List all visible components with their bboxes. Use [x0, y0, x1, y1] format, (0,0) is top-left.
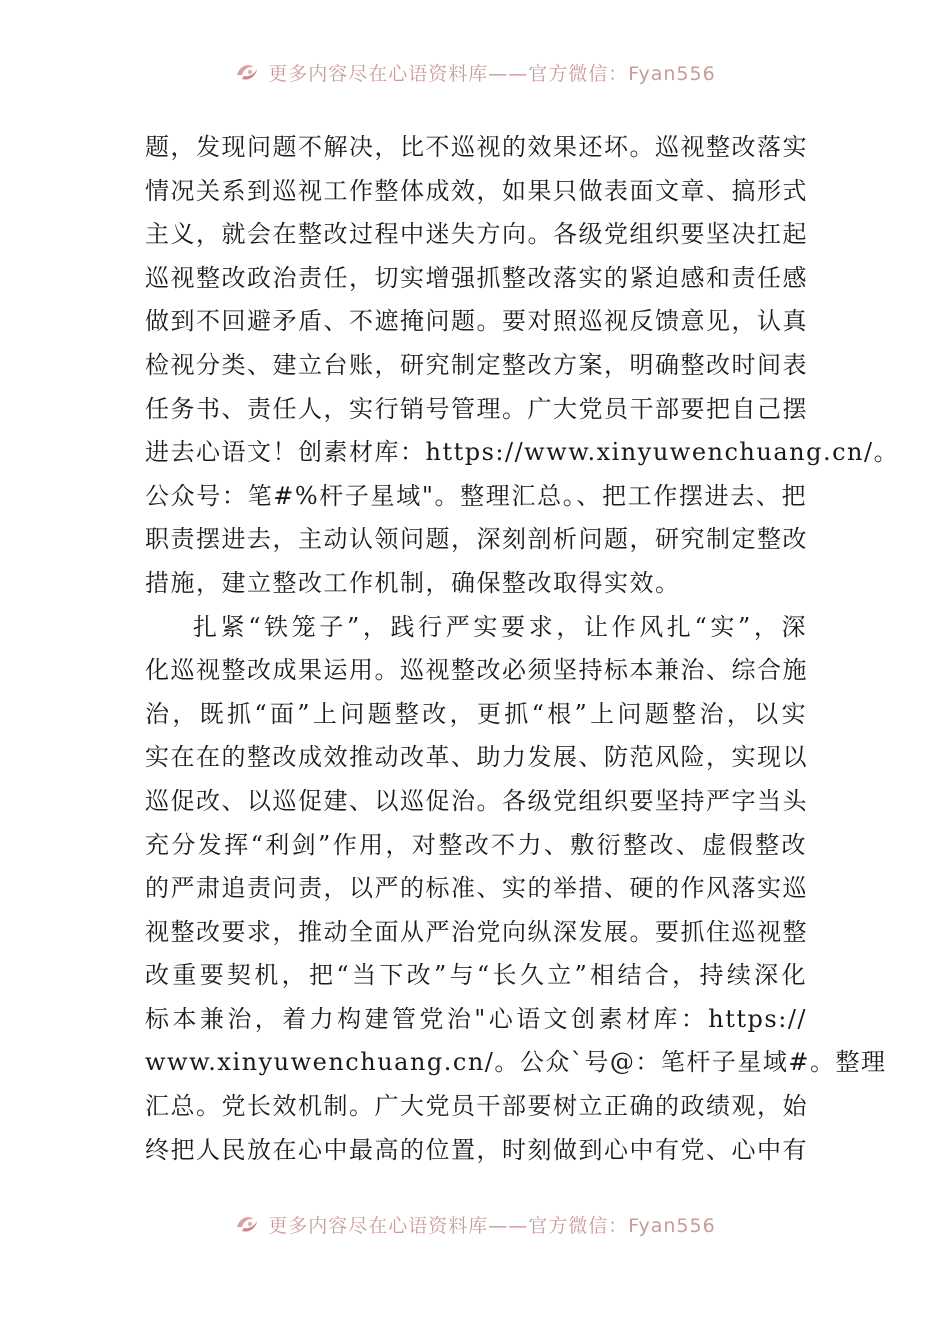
text-line: 公众号：笔#%杆子星域"。整理汇总。、把工作摆进去、把 [145, 481, 807, 510]
paragraph [145, 126, 900, 606]
text-line: 终把人民放在心中最高的位置，时刻做到心中有党、心中有 [145, 1135, 808, 1164]
text-line: 检视分类、建立台账，研究制定整改方案，明确整改时间表 [145, 350, 808, 379]
text-line: 的严肃追责问责，以严的标准、实的举措、硬的作风落实巡 [145, 874, 808, 903]
paragraph [145, 606, 887, 1173]
text-line: 改重要契机，把“当下改”与“长久立”相结合，持续深化 [145, 961, 807, 990]
logo-icon [234, 61, 260, 83]
text-line: 标本兼治，着力构建管党治"心语文创素材库：https:// [145, 1004, 807, 1033]
text-line: 做到不回避矛盾、不遮掩问题。要对照巡视反馈意见，认真 [145, 307, 808, 336]
text-line: 措施，建立整改工作机制，确保整改取得实效。 [145, 568, 681, 597]
text-line: 情况关系到巡视工作整体成效，如果只做表面文章、搞形式 [145, 176, 808, 205]
text-line: 视整改要求，推动全面从严治党向纵深发展。要抓住巡视整 [145, 917, 808, 946]
logo-icon [234, 1213, 260, 1235]
text-line: 汇总。党长效机制。广大党员干部要树立正确的政绩观，始 [145, 1092, 808, 1121]
banner-text: 更多内容尽在心语资料库——官方微信：Fyan556 [268, 62, 716, 85]
text-line: 化巡视整改成果运用。巡视整改必须坚持标本兼治、综合施 [145, 656, 808, 685]
text-line: 治，既抓“面”上问题整改，更抓“根”上问题整治，以实 [145, 699, 807, 728]
text-line: 职责摆进去，主动认领问题，深刻剖析问题，研究制定整改 [145, 525, 808, 554]
text-line: 进去心语文！创素材库：https://www.xinyuwenchuang.cn/。 [145, 438, 900, 467]
banner-text: 更多内容尽在心语资料库——官方微信：Fyan556 [268, 1214, 716, 1237]
text-line: 巡视整改政治责任，切实增强抓整改落实的紧迫感和责任感 [145, 263, 808, 292]
text-line: 任务书、责任人，实行销号管理。广大党员干部要把自己摆 [145, 394, 808, 423]
footer-banner [0, 1204, 950, 1244]
text-line: 扎紧“铁笼子”，践行严实要求，让作风扎“实”，深 [193, 612, 807, 641]
text-line: 主义，就会在整改过程中迷失方向。各级党组织要坚决扛起 [145, 220, 808, 249]
text-line: www.xinyuwenchuang.cn/。公众`号@：笔杆子星域#。整理 [145, 1048, 887, 1077]
document-body [145, 126, 900, 1172]
header-banner [0, 52, 950, 92]
text-line: 巡促改、以巡促建、以巡促治。各级党组织要坚持严字当头 [145, 786, 808, 815]
text-line: 充分发挥“利剑”作用，对整改不力、敷衍整改、虚假整改 [145, 830, 807, 859]
text-line: 实在在的整改成效推动改革、助力发展、防范风险，实现以 [145, 743, 808, 772]
text-line: 题，发现问题不解决，比不巡视的效果还坏。巡视整改落实 [145, 133, 808, 161]
